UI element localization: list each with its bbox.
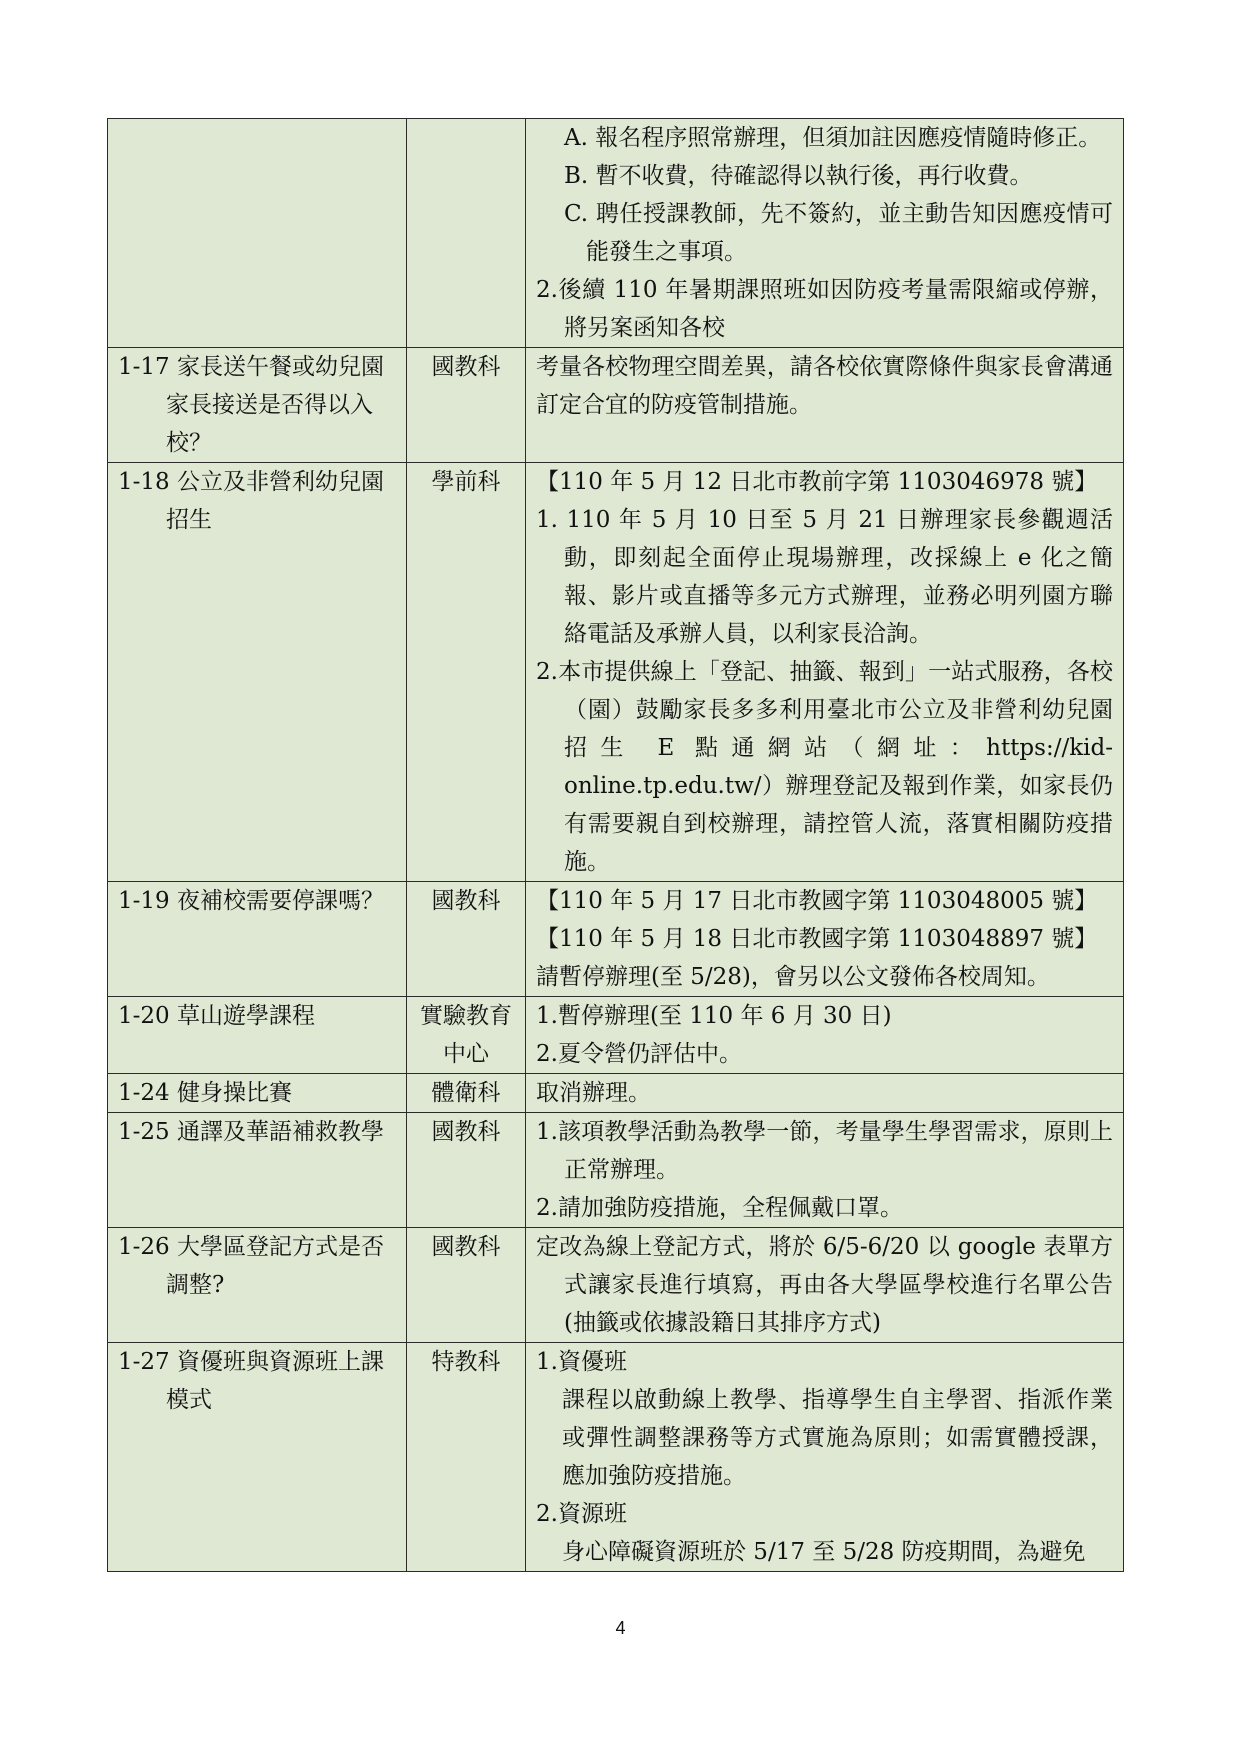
measure-line: 身心障礙資源班於 5/17 至 5/28 防疫期間，為避免 bbox=[562, 1539, 1086, 1565]
department-cell bbox=[407, 1343, 526, 1572]
measure-cell bbox=[526, 1113, 1124, 1228]
measure-cell bbox=[526, 119, 1124, 348]
measure-line: B. 暫不收費，待確認得以執行後，再行收費。 bbox=[564, 163, 1033, 189]
table-row bbox=[108, 1228, 1124, 1343]
topic-cell bbox=[108, 1074, 407, 1113]
department-text: 國教科 bbox=[431, 354, 501, 380]
topic-cell bbox=[108, 882, 407, 997]
department-text: 學前科 bbox=[431, 469, 501, 495]
measure-cell bbox=[526, 882, 1124, 997]
topic-cell bbox=[108, 1228, 407, 1343]
measure-line: C. 聘任授課教師，先不簽約，並主動告知因應疫情可能發生之事項。 bbox=[564, 201, 1113, 265]
measure-line: 2.資源班 bbox=[536, 1501, 627, 1527]
measure-line: 1. 110 年 5 月 10 日至 5 月 21 日辦理家長參觀週活動，即刻起全面停止現場辦理，改採線上 e 化之簡報、影片或直播等多元方式辦理，並務必明列園方聯絡電話及承辦人員，以利家長洽詢。 bbox=[536, 507, 1113, 647]
department-text: 體衛科 bbox=[431, 1080, 501, 1106]
table-row bbox=[108, 348, 1124, 463]
measure-cell bbox=[526, 1228, 1124, 1343]
department-cell bbox=[407, 1228, 526, 1343]
measure-line: 1.資優班 bbox=[536, 1349, 627, 1375]
measure-line: 【110 年 5 月 12 日北市教前字第 1103046978 號】 bbox=[536, 469, 1098, 495]
measure-line: 取消辦理。 bbox=[536, 1080, 651, 1106]
measure-cell bbox=[526, 348, 1124, 463]
table-row bbox=[108, 463, 1124, 882]
measure-cell bbox=[526, 1074, 1124, 1113]
topic-cell bbox=[108, 1113, 407, 1228]
table-row bbox=[108, 119, 1124, 348]
topic-text: 1-19 夜補校需要停課嗎？ bbox=[118, 888, 384, 914]
measure-line: 定改為線上登記方式，將於 6/5-6/20 以 google 表單方式讓家長進行填寫，再由各大學區學校進行名單公告(抽籤或依據設籍日其排序方式) bbox=[536, 1234, 1113, 1336]
topic-cell bbox=[108, 997, 407, 1074]
measures-table-body bbox=[108, 119, 1124, 1572]
measure-cell bbox=[526, 997, 1124, 1074]
topic-text: 1-24 健身操比賽 bbox=[118, 1080, 292, 1106]
topic-text: 1-18 公立及非營利幼兒園招生 bbox=[118, 469, 384, 533]
department-cell bbox=[407, 997, 526, 1074]
measure-line: 【110 年 5 月 18 日北市教國字第 1103048897 號】 bbox=[536, 926, 1098, 952]
department-cell bbox=[407, 882, 526, 997]
department-cell bbox=[407, 463, 526, 882]
table-row bbox=[108, 882, 1124, 997]
measure-line: A. 報名程序照常辦理，但須加註因應疫情隨時修正。 bbox=[564, 125, 1102, 151]
measure-cell bbox=[526, 1343, 1124, 1572]
page-number: 4 bbox=[615, 1618, 626, 1638]
department-text: 實驗教育中心 bbox=[420, 1003, 512, 1067]
measure-line: 課程以啟動線上教學、指導學生自主學習、指派作業或彈性調整課務等方式實施為原則；如需實體授課，應加強防疫措施。 bbox=[562, 1387, 1113, 1489]
measure-line: 2.夏令營仍評估中。 bbox=[536, 1041, 742, 1067]
measure-line: 考量各校物理空間差異，請各校依實際條件與家長會溝通訂定合宜的防疫管制措施。 bbox=[536, 354, 1113, 418]
department-cell bbox=[407, 348, 526, 463]
department-text: 國教科 bbox=[431, 1234, 501, 1260]
table-row bbox=[108, 1113, 1124, 1228]
measure-cell bbox=[526, 463, 1124, 882]
measure-line: 【110 年 5 月 17 日北市教國字第 1103048005 號】 bbox=[536, 888, 1098, 914]
measure-line: 2.請加強防疫措施，全程佩戴口罩。 bbox=[536, 1195, 903, 1221]
measure-line: 1.該項教學活動為教學一節，考量學生學習需求，原則上正常辦理。 bbox=[536, 1119, 1113, 1183]
topic-text: 1-17 家長送午餐或幼兒園家長接送是否得以入校？ bbox=[118, 354, 384, 456]
topic-text: 1-27 資優班與資源班上課模式 bbox=[118, 1349, 384, 1413]
topic-cell bbox=[108, 1343, 407, 1572]
topic-cell bbox=[108, 348, 407, 463]
topic-cell bbox=[108, 463, 407, 882]
department-cell bbox=[407, 1074, 526, 1113]
topic-text: 1-25 通譯及華語補救教學 bbox=[118, 1119, 384, 1145]
measure-line: 1.暫停辦理(至 110 年 6 月 30 日) bbox=[536, 1003, 892, 1029]
measures-table bbox=[107, 118, 1124, 1572]
measure-line: 2.後續 110 年暑期課照班如因防疫考量需限縮或停辦，將另案函知各校 bbox=[536, 277, 1113, 341]
department-text: 特教科 bbox=[431, 1349, 501, 1375]
topic-text: 1-26 大學區登記方式是否調整? bbox=[118, 1234, 384, 1298]
department-text: 國教科 bbox=[431, 1119, 501, 1145]
department-cell bbox=[407, 119, 526, 348]
table-row bbox=[108, 1343, 1124, 1572]
department-cell bbox=[407, 1113, 526, 1228]
measure-line: 2.本市提供線上「登記、抽籤、報到」一站式服務，各校（園）鼓勵家長多多利用臺北市公立及非營利幼兒園招生 E 點通網站（網址：https://kid-online.tp.edu.tw/）辦理登記及報到作業，如家長仍有需要親自到校辦理，請控管人流，落實相關防疫措施。 bbox=[536, 659, 1113, 875]
measure-line: 請暫停辦理(至 5/28)，會另以公文發佈各校周知。 bbox=[536, 964, 1050, 990]
table-row bbox=[108, 997, 1124, 1074]
department-text: 國教科 bbox=[431, 888, 501, 914]
topic-cell bbox=[108, 119, 407, 348]
topic-text: 1-20 草山遊學課程 bbox=[118, 1003, 315, 1029]
table-row bbox=[108, 1074, 1124, 1113]
